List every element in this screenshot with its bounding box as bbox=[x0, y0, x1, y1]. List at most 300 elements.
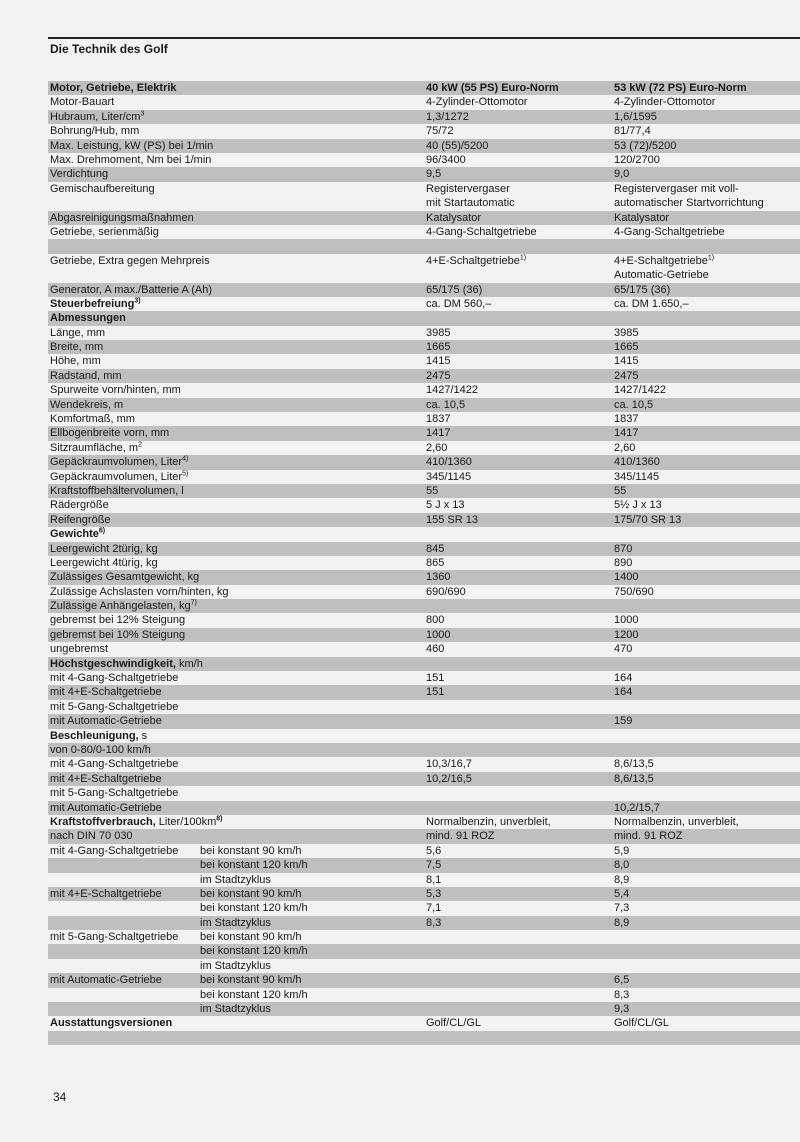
value-text: 845 bbox=[426, 542, 445, 555]
value-text: 2,60 bbox=[614, 441, 636, 454]
value-col-a bbox=[426, 124, 454, 138]
footnote-marker: 4) bbox=[182, 455, 189, 463]
value-text: 155 SR 13 bbox=[426, 513, 478, 526]
row-label-text: Gemischaufbereitung bbox=[50, 182, 155, 195]
row-label bbox=[50, 887, 162, 901]
value-col-b bbox=[614, 297, 689, 311]
value-text: 3985 bbox=[614, 326, 639, 339]
value-col-a bbox=[426, 916, 441, 930]
value-col-b bbox=[614, 585, 654, 599]
table-row bbox=[48, 642, 800, 656]
row-label bbox=[50, 743, 151, 757]
value-text: 5,6 bbox=[426, 844, 442, 857]
table-row bbox=[48, 901, 800, 915]
table-row bbox=[48, 470, 800, 484]
row-label bbox=[50, 599, 197, 613]
value-col-b bbox=[614, 887, 629, 901]
value-text: 5,3 bbox=[426, 887, 442, 900]
value-col-b bbox=[614, 398, 653, 412]
value-col-b bbox=[614, 95, 715, 109]
table-row bbox=[48, 772, 800, 786]
table-row bbox=[48, 239, 800, 253]
value-col-a bbox=[426, 901, 441, 915]
value-text: 5 J x 13 bbox=[426, 499, 465, 512]
value-text: 4-Zylinder-Ottomotor bbox=[614, 96, 716, 109]
value-col-b bbox=[614, 498, 662, 512]
row-label bbox=[50, 772, 162, 786]
value-col-a bbox=[426, 844, 441, 858]
value-col-a bbox=[426, 772, 472, 786]
value-col-b bbox=[614, 901, 629, 915]
value-text: 120/2700 bbox=[614, 153, 660, 166]
table-row bbox=[48, 714, 800, 728]
value-text: mind. 91 ROZ bbox=[426, 830, 495, 843]
row-label-text: Motor-Bauart bbox=[50, 96, 115, 109]
value-text: ca. DM 1.650,– bbox=[614, 297, 689, 310]
table-row bbox=[48, 858, 800, 872]
value-col-a bbox=[426, 671, 444, 685]
row-label-text: mit 4-Gang-Schaltgetriebe bbox=[50, 844, 179, 857]
table-row bbox=[48, 887, 800, 901]
table-row bbox=[48, 211, 800, 225]
value-col-a bbox=[426, 110, 469, 124]
value-text: 1415 bbox=[426, 355, 451, 368]
value-text: 870 bbox=[614, 542, 633, 555]
value-text: 890 bbox=[614, 556, 633, 569]
value-text: Registervergaser bbox=[426, 182, 510, 195]
value-text: 8,9 bbox=[614, 916, 630, 929]
row-label bbox=[50, 815, 223, 829]
value-text: 8,6/13,5 bbox=[614, 772, 654, 785]
value-col-a bbox=[426, 685, 444, 699]
value-col-b bbox=[614, 988, 629, 1002]
row-label bbox=[50, 542, 158, 556]
value-text: 9,5 bbox=[426, 168, 442, 181]
row-label-text: Zulässiges Gesamtgewicht, kg bbox=[50, 571, 200, 584]
value-col-a bbox=[426, 1016, 481, 1030]
table-row bbox=[48, 124, 800, 138]
row-label bbox=[50, 311, 126, 325]
value-text: 1665 bbox=[426, 341, 451, 354]
table-row bbox=[48, 1031, 800, 1045]
value-col-b bbox=[614, 829, 682, 843]
footnote-marker: 3) bbox=[134, 297, 141, 305]
table-row bbox=[48, 254, 800, 283]
row-label-text: mit 4-Gang-Schaltgetriebe bbox=[50, 672, 179, 685]
value-text: 8,1 bbox=[426, 873, 442, 886]
table-row bbox=[48, 311, 800, 325]
table-row bbox=[48, 743, 800, 757]
row-label bbox=[50, 412, 135, 426]
value-col-a bbox=[426, 441, 447, 455]
value-text: 1,3/1272 bbox=[426, 110, 469, 123]
row-label-text: Max. Drehmoment, Nm bei 1/min bbox=[50, 153, 212, 166]
table-row bbox=[48, 657, 800, 671]
value-col-a bbox=[426, 297, 491, 311]
row-label-text: Generator, A max./Batterie A (Ah) bbox=[50, 283, 213, 296]
row-label-text: von 0-80/0-100 km/h bbox=[50, 744, 151, 756]
value-col-b bbox=[614, 225, 725, 239]
row-label-text: mit 4+E-Schaltgetriebe bbox=[50, 772, 162, 785]
value-text: 7,1 bbox=[426, 902, 442, 915]
value-text: 1000 bbox=[614, 614, 639, 627]
value-text: 2475 bbox=[614, 369, 639, 382]
footnote-marker: 6) bbox=[98, 527, 106, 535]
row-label-text: Verdichtung bbox=[50, 168, 109, 181]
row-label-text: Radstand, mm bbox=[50, 369, 122, 382]
value-text: 3985 bbox=[426, 326, 451, 339]
value-col-b bbox=[614, 211, 669, 225]
row-label-text: Kraftstoffverbrauch, bbox=[50, 815, 156, 828]
row-label bbox=[50, 613, 185, 627]
spec-table bbox=[48, 81, 800, 1045]
row-label-suffix: Liter/100km bbox=[155, 815, 217, 828]
table-row bbox=[48, 139, 800, 153]
value-col-b bbox=[614, 757, 654, 771]
value-text: 2,60 bbox=[426, 441, 448, 454]
row-label-text: Bohrung/Hub, mm bbox=[50, 125, 140, 138]
table-row bbox=[48, 685, 800, 699]
table-row bbox=[48, 801, 800, 815]
value-col-a bbox=[426, 426, 450, 440]
value-text: 8,3 bbox=[614, 988, 630, 1001]
value-text: 2475 bbox=[426, 369, 451, 382]
value-text: 410/1360 bbox=[426, 456, 472, 469]
value-text: 10,2/15,7 bbox=[614, 801, 660, 814]
value-text: Katalysator bbox=[426, 211, 482, 224]
value-text: 4-Zylinder-Ottomotor bbox=[426, 96, 528, 109]
top-rule bbox=[48, 37, 800, 39]
row-label bbox=[50, 383, 181, 397]
value-text: Golf/CL/GL bbox=[614, 1017, 670, 1030]
table-row bbox=[48, 1002, 800, 1016]
table-row bbox=[48, 110, 800, 124]
row-label bbox=[50, 513, 111, 527]
footnote-marker: 5) bbox=[182, 469, 189, 477]
row-label-text: Max. Leistung, kW (PS) bei 1/min bbox=[50, 139, 214, 152]
value-text: 690/690 bbox=[426, 585, 466, 598]
table-row bbox=[48, 613, 800, 627]
value-text: 7,5 bbox=[426, 859, 442, 872]
row-label bbox=[50, 527, 105, 541]
value-text: 151 bbox=[426, 686, 445, 699]
value-col-a bbox=[426, 167, 441, 181]
row-label bbox=[50, 354, 101, 368]
row-condition: bei konstant 90 km/h bbox=[200, 887, 302, 900]
row-label-text: Steuerbefreiung bbox=[50, 297, 135, 310]
value-col-b bbox=[614, 685, 632, 699]
value-text: 4-Gang-Schaltgetriebe bbox=[614, 225, 725, 238]
value-col-b bbox=[614, 815, 739, 829]
value-col-b bbox=[614, 167, 629, 181]
value-col-b bbox=[614, 916, 629, 930]
value-col-b bbox=[614, 671, 632, 685]
table-row bbox=[48, 513, 800, 527]
value-text: 1665 bbox=[614, 341, 639, 354]
table-row bbox=[48, 1016, 800, 1030]
value-col-a bbox=[426, 470, 471, 484]
row-label-text: gebremst bei 12% Steigung bbox=[50, 614, 186, 627]
value-col-b bbox=[614, 110, 657, 124]
value-col-b bbox=[614, 426, 638, 440]
value-text: Katalysator bbox=[614, 211, 670, 224]
value-text: 1837 bbox=[426, 413, 451, 426]
table-row bbox=[48, 585, 800, 599]
value-text: 865 bbox=[426, 556, 445, 569]
value-col-b bbox=[614, 124, 651, 138]
value-text-line2: mit Startautomatic bbox=[426, 197, 515, 210]
value-col-b bbox=[614, 340, 638, 354]
value-text: Registervergaser mit voll- bbox=[614, 182, 739, 195]
value-col-b bbox=[614, 441, 635, 455]
row-label bbox=[50, 340, 103, 354]
value-text: 750/690 bbox=[614, 585, 654, 598]
row-label bbox=[50, 182, 155, 196]
table-row bbox=[48, 182, 800, 211]
header-label: Motor, Getriebe, Elektrik bbox=[50, 82, 177, 94]
value-col-a bbox=[426, 887, 441, 901]
row-label bbox=[50, 139, 213, 153]
table-row bbox=[48, 599, 800, 613]
value-col-b bbox=[614, 801, 660, 815]
value-col-b bbox=[614, 858, 629, 872]
value-text: 1427/1422 bbox=[426, 384, 478, 397]
table-row bbox=[48, 873, 800, 887]
footnote-marker: 8) bbox=[216, 815, 223, 823]
row-label-text: Spurweite vorn/hinten, mm bbox=[50, 384, 181, 397]
row-label bbox=[50, 556, 158, 570]
value-text: 8,0 bbox=[614, 859, 630, 872]
table-row bbox=[48, 570, 800, 584]
value-col-a bbox=[426, 153, 466, 167]
row-condition: bei konstant 90 km/h bbox=[200, 974, 302, 987]
value-col-a bbox=[426, 556, 444, 570]
row-label-text: mit 4+E-Schaltgetriebe bbox=[50, 686, 162, 699]
row-label bbox=[50, 973, 162, 987]
header-col-b: 53 kW (72 PS) Euro-Norm bbox=[614, 82, 747, 94]
row-label-text: nach DIN 70 030 bbox=[50, 830, 133, 843]
value-text: 164 bbox=[614, 672, 633, 685]
value-text: 5,9 bbox=[614, 844, 630, 857]
row-label bbox=[50, 455, 188, 469]
row-label-text: Länge, mm bbox=[50, 326, 106, 339]
value-col-a bbox=[426, 182, 515, 211]
row-label bbox=[50, 829, 133, 843]
row-label bbox=[50, 426, 169, 440]
row-label bbox=[50, 671, 178, 685]
table-row bbox=[48, 542, 800, 556]
table-row bbox=[48, 326, 800, 340]
value-text: 800 bbox=[426, 614, 445, 627]
value-text: 7,3 bbox=[614, 902, 630, 915]
value-text: 5½ J x 13 bbox=[614, 499, 662, 512]
value-text: 8,3 bbox=[426, 916, 442, 929]
row-label-text: Wendekreis, m bbox=[50, 398, 124, 411]
value-col-a bbox=[426, 455, 472, 469]
table-row bbox=[48, 426, 800, 440]
value-col-b bbox=[614, 254, 714, 283]
value-col-a bbox=[426, 139, 488, 153]
table-row bbox=[48, 340, 800, 354]
row-label bbox=[50, 729, 147, 743]
value-text: 10,3/16,7 bbox=[426, 758, 472, 771]
row-label bbox=[50, 297, 141, 311]
table-row bbox=[48, 383, 800, 397]
row-label-suffix: km/h bbox=[175, 657, 203, 670]
value-text-line2: automatischer Startvorrichtung bbox=[614, 197, 764, 210]
row-label bbox=[50, 757, 178, 771]
value-text: 1360 bbox=[426, 571, 451, 584]
row-label-text: Reifengröße bbox=[50, 513, 111, 526]
table-row bbox=[48, 297, 800, 311]
value-text: 10,2/16,5 bbox=[426, 772, 472, 785]
value-text: 4-Gang-Schaltgetriebe bbox=[426, 225, 537, 238]
value-col-a bbox=[426, 570, 450, 584]
row-condition: im Stadtzyklus bbox=[200, 916, 271, 929]
row-label-text: Beschleunigung, bbox=[50, 729, 139, 742]
row-label bbox=[50, 95, 114, 109]
table-row bbox=[48, 498, 800, 512]
row-condition: bei konstant 90 km/h bbox=[200, 931, 302, 944]
value-text: 8,9 bbox=[614, 873, 630, 886]
value-col-a bbox=[426, 354, 450, 368]
value-col-a bbox=[426, 613, 444, 627]
value-col-b bbox=[614, 354, 638, 368]
row-condition: bei konstant 120 km/h bbox=[200, 945, 308, 958]
row-label bbox=[50, 657, 203, 671]
row-label-text: mit 5-Gang-Schaltgetriebe bbox=[50, 700, 179, 713]
value-text: 470 bbox=[614, 643, 633, 656]
value-col-b bbox=[614, 470, 659, 484]
value-col-b bbox=[614, 326, 638, 340]
value-text: ca. DM 560,– bbox=[426, 297, 492, 310]
row-label-text: Rädergröße bbox=[50, 499, 109, 512]
value-text: 1200 bbox=[614, 628, 639, 641]
row-label-text: Gepäckraumvolumen, Liter bbox=[50, 470, 183, 483]
value-col-b bbox=[614, 139, 676, 153]
row-label bbox=[50, 714, 162, 728]
page-title: Die Technik des Golf bbox=[50, 42, 168, 56]
row-label-text: Sitzraumfläche, m bbox=[50, 441, 139, 454]
value-col-a bbox=[426, 873, 441, 887]
value-col-b bbox=[614, 628, 638, 642]
value-col-b bbox=[614, 556, 632, 570]
table-header bbox=[48, 81, 800, 95]
value-col-a bbox=[426, 254, 526, 268]
row-label-text: Gewichte bbox=[50, 528, 99, 541]
table-row bbox=[48, 700, 800, 714]
table-row bbox=[48, 671, 800, 685]
value-col-a bbox=[426, 858, 441, 872]
row-condition: bei konstant 120 km/h bbox=[200, 988, 308, 1001]
table-row bbox=[48, 829, 800, 843]
row-label-text: mit 4+E-Schaltgetriebe bbox=[50, 887, 162, 900]
value-col-b bbox=[614, 484, 626, 498]
value-col-b bbox=[614, 570, 638, 584]
value-col-b bbox=[614, 283, 670, 297]
value-text: 9,0 bbox=[614, 168, 630, 181]
value-text: 1417 bbox=[426, 427, 451, 440]
table-row bbox=[48, 973, 800, 987]
table-row bbox=[48, 844, 800, 858]
value-col-a bbox=[426, 815, 551, 829]
row-label bbox=[50, 283, 212, 297]
row-label bbox=[50, 326, 105, 340]
page-number: 34 bbox=[53, 1090, 67, 1104]
row-label-text: Komfortmaß, mm bbox=[50, 413, 135, 426]
value-text: Normalbenzin, unverbleit, bbox=[426, 815, 551, 828]
value-col-a bbox=[426, 211, 481, 225]
table-row bbox=[48, 944, 800, 958]
row-label bbox=[50, 844, 178, 858]
value-text: 8,6/13,5 bbox=[614, 758, 654, 771]
value-text: 65/175 (36) bbox=[614, 283, 671, 296]
value-col-b bbox=[614, 772, 654, 786]
value-text: 55 bbox=[614, 484, 627, 497]
row-label-text: mit Automatic-Getriebe bbox=[50, 715, 162, 728]
row-label-text: mit 5-Gang-Schaltgetriebe bbox=[50, 787, 179, 800]
value-col-a bbox=[426, 412, 450, 426]
value-text: 1427/1422 bbox=[614, 384, 666, 397]
row-label bbox=[50, 398, 123, 412]
row-label bbox=[50, 570, 199, 584]
value-text: 55 bbox=[426, 484, 439, 497]
table-row bbox=[48, 729, 800, 743]
table-row bbox=[48, 916, 800, 930]
value-col-a bbox=[426, 383, 478, 397]
table-row bbox=[48, 398, 800, 412]
row-label bbox=[50, 498, 109, 512]
table-row bbox=[48, 441, 800, 455]
table-row bbox=[48, 815, 800, 829]
value-text: 96/3400 bbox=[426, 153, 466, 166]
value-text: 1,6/1595 bbox=[614, 110, 657, 123]
value-col-b bbox=[614, 412, 638, 426]
value-col-a bbox=[426, 642, 444, 656]
value-col-b bbox=[614, 1016, 669, 1030]
table-row bbox=[48, 369, 800, 383]
value-text: 159 bbox=[614, 715, 633, 728]
value-col-a bbox=[426, 398, 465, 412]
table-row bbox=[48, 628, 800, 642]
row-label-text: Getriebe, Extra gegen Mehrpreis bbox=[50, 254, 210, 267]
value-text: ca. 10,5 bbox=[614, 398, 654, 411]
value-text: 460 bbox=[426, 643, 445, 656]
row-label bbox=[50, 124, 139, 138]
footnote-marker: 2 bbox=[138, 441, 142, 449]
value-col-b bbox=[614, 542, 632, 556]
table-row bbox=[48, 988, 800, 1002]
value-text: 4+E-Schaltgetriebe bbox=[614, 254, 708, 267]
value-col-a bbox=[426, 542, 444, 556]
value-col-a bbox=[426, 757, 472, 771]
value-col-a bbox=[426, 628, 450, 642]
value-col-b bbox=[614, 153, 660, 167]
table-row bbox=[48, 757, 800, 771]
table-row bbox=[48, 412, 800, 426]
value-col-b bbox=[614, 973, 629, 987]
row-label bbox=[50, 110, 144, 124]
row-label-text: Kraftstoffbehältervolumen, l bbox=[50, 484, 184, 497]
value-col-b bbox=[614, 613, 638, 627]
value-col-b bbox=[614, 513, 681, 527]
row-label bbox=[50, 930, 178, 944]
row-label-text: Leergewicht 2türig, kg bbox=[50, 542, 158, 555]
row-label-text: Zulässige Anhängelasten, kg bbox=[50, 600, 191, 613]
row-label-text: Zulässige Achslasten vorn/hinten, kg bbox=[50, 585, 229, 598]
row-label-text: Hubraum, Liter/cm bbox=[50, 110, 141, 123]
table-row bbox=[48, 527, 800, 541]
